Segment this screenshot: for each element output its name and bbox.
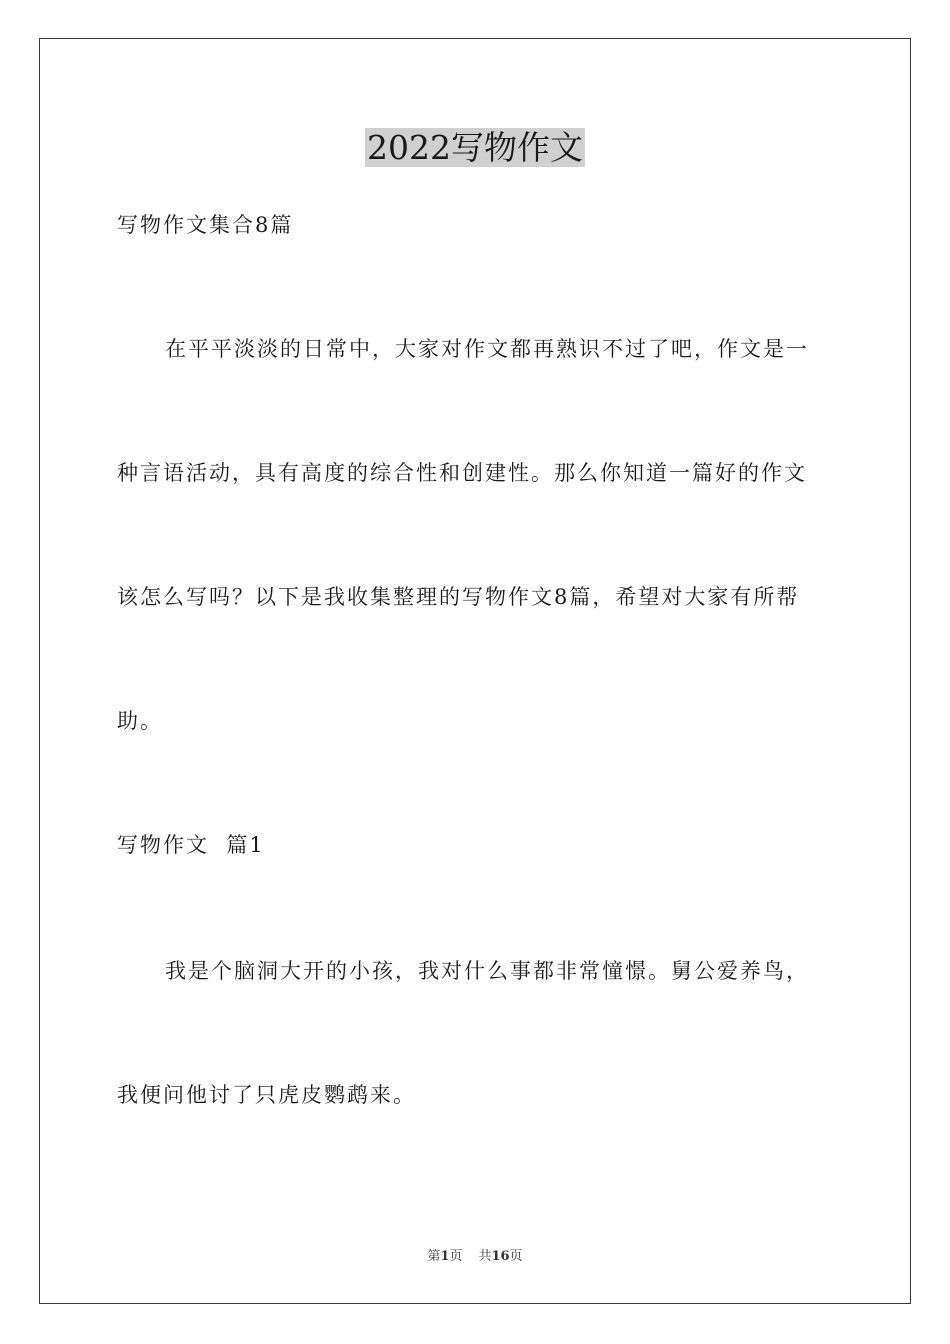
document-title (0, 128, 950, 168)
total-prefix: 共 (478, 1249, 492, 1264)
intro-line-3: 该怎么写吗？以下是我收集整理的写物作文8篇，希望对大家有所帮 (117, 585, 800, 609)
page-current: 1 (440, 1249, 450, 1264)
total-suffix: 页 (509, 1249, 523, 1264)
document-title-text: 2022写物作文 (367, 128, 583, 167)
page-prefix: 第 (427, 1249, 441, 1264)
section-body-line-2: 我便问他讨了只虎皮鹦鹉来。 (117, 1083, 416, 1107)
section-body-line-1: 我是个脑洞大开的小孩，我对什么事都非常憧憬。舅公爱养鸟， (165, 959, 809, 983)
intro-line-2: 种言语活动，具有高度的综合性和创建性。那么你知道一篇好的作文 (117, 461, 807, 485)
intro-line-4: 助。 (117, 709, 163, 733)
page-total: 16 (491, 1249, 510, 1264)
page-suffix: 页 (449, 1249, 463, 1264)
intro-line-1: 在平平淡淡的日常中，大家对作文都再熟识不过了吧，作文是一 (165, 337, 809, 361)
section-heading: 写物作文 篇1 (117, 833, 265, 857)
document-subtitle: 写物作文集合8篇 (117, 213, 294, 237)
page-footer (0, 1248, 950, 1266)
